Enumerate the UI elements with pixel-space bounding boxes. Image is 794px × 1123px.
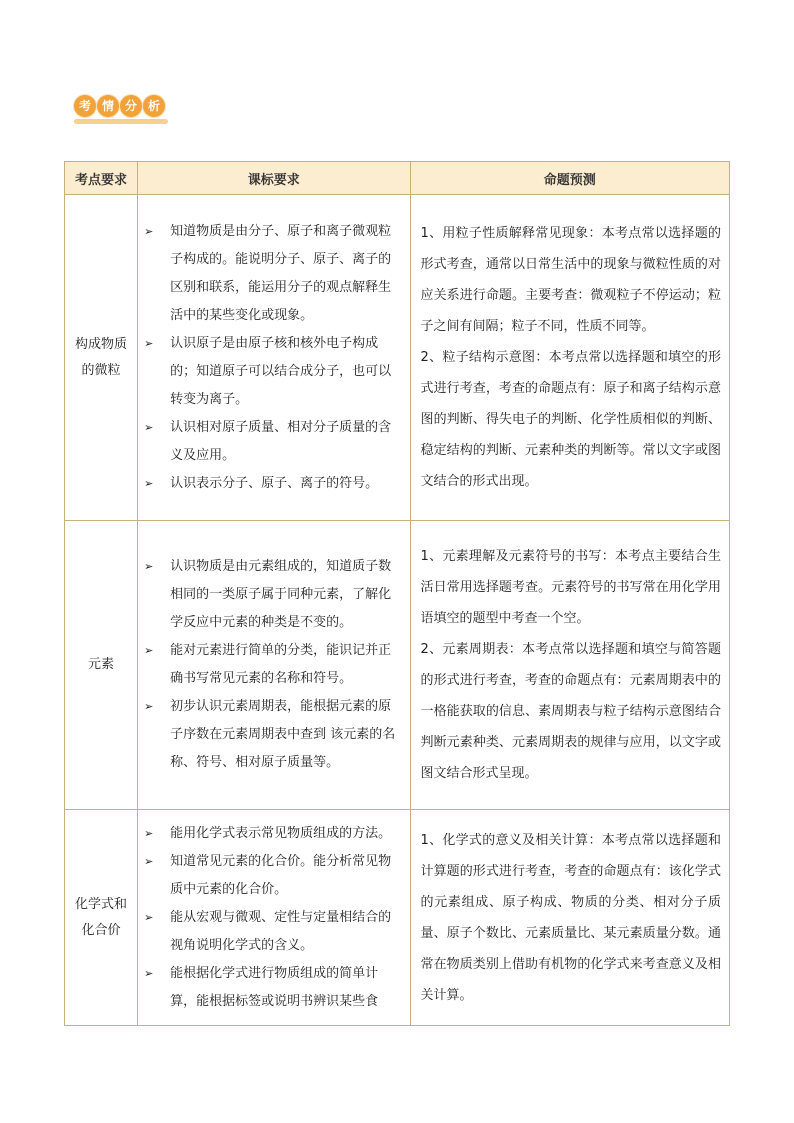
list-item: ➢ 认识原子是由原子核和核外电子构成的；知道原子可以结合成分子，也可以转变为离子。 xyxy=(144,330,401,414)
list-item: ➢ 能对元素进行简单的分类，能识记并正确书写常见元素的名称和符号。 xyxy=(144,637,401,693)
exam-analysis-table xyxy=(64,161,730,1026)
arrow-bullet-icon: ➢ xyxy=(144,336,154,350)
prediction-paragraph: 2、粒子结构示意图：本考点常以选择题和填空的形式进行考查，考查的命题点有：原子和离子结构示意图的判断、得失电子的判断、化学性质相似的判断、稳定结构的判断、元素种类的判断等。常以文字或图文结合的形式出现。 xyxy=(420,350,721,489)
predictions-cell xyxy=(410,195,729,521)
badge-char: 情 xyxy=(97,95,119,117)
table-row xyxy=(65,810,730,1026)
section-badge xyxy=(74,95,170,129)
list-item: ➢ 知道物质是由分子、原子和离子微观粒子构成的。能说明分子、原子、离子的区别和联系，能运用分子的观点解释生活中的某些变化或现象。 xyxy=(144,218,401,330)
list-item: ➢ 认识相对原子质量、相对分子质量的含义及应用。 xyxy=(144,414,401,470)
predictions-cell xyxy=(410,521,729,810)
arrow-bullet-icon: ➢ xyxy=(144,644,154,657)
requirements-cell xyxy=(138,195,410,521)
list-item: ➢ 能从宏观与微观、定性与定量相结合的视角说明化学式的含义。 xyxy=(144,904,401,960)
header-predictions: 命题预测 xyxy=(410,162,729,195)
arrow-bullet-icon: ➢ xyxy=(144,966,154,980)
topic-cell: 构成物质的微粒 xyxy=(65,195,138,521)
list-item: ➢ 知道常见元素的化合价。能分析常见物质中元素的化合价。 xyxy=(144,848,401,904)
predictions-cell xyxy=(410,810,729,1026)
badge-char: 析 xyxy=(143,95,165,117)
list-item: ➢ 初步认识元素周期表，能根据元素的原子序数在元素周期表中查到 该元素的名称、符号、相对原子质量等。 xyxy=(144,693,401,777)
header-topic: 考点要求 xyxy=(65,162,138,195)
table-row xyxy=(65,195,730,521)
topic-cell: 元素 xyxy=(65,521,138,810)
requirements-cell xyxy=(138,810,410,1026)
badge-underline xyxy=(74,119,168,124)
topic-cell: 化学式和化合价 xyxy=(65,810,138,1026)
prediction-paragraph: 2、元素周期表：本考点常以选择题和填空与简答题的形式进行考查，考查的命题点有：元素周期表中的一格能获取的信息、素周期表与粒子结构示意图结合判断元素种类、元素周期表的规律与应用，以文字或图文结合形式呈现。 xyxy=(420,642,721,781)
header-requirements: 课标要求 xyxy=(138,162,410,195)
prediction-paragraph: 1、化学式的意义及相关计算：本考点常以选择题和计算题的形式进行考查，考查的命题点有：该化学式的元素组成、原子构成、物质的分类、相对分子质量、原子个数比、元素质量比、某元素质量分数。通常在物质类别上借助有机物的化学式来考查意义及相关计算。 xyxy=(420,832,721,1003)
prediction-paragraph: 1、元素理解及元素符号的书写：本考点主要结合生活日常用选择题考查。元素符号的书写常在用化学用语填空的题型中考查一个空。 xyxy=(420,549,721,626)
badge-char: 分 xyxy=(120,95,142,117)
list-item: ➢ 能根据化学式进行物质组成的简单计算，能根据标签或说明书辨识某些食 xyxy=(144,960,401,1016)
list-item: ➢ 认识物质是由元素组成的，知道质子数相同的一类原子属于同种元素，了解化学反应中元素的种类是不变的。 xyxy=(144,553,401,637)
arrow-bullet-icon: ➢ xyxy=(144,560,154,573)
badge-circles xyxy=(74,95,165,117)
table-header-row xyxy=(65,162,730,195)
table-row xyxy=(65,521,730,810)
list-item: ➢ 能用化学式表示常见物质组成的方法。 xyxy=(144,820,401,848)
arrow-bullet-icon: ➢ xyxy=(144,476,154,490)
arrow-bullet-icon: ➢ xyxy=(144,224,154,238)
badge-char: 考 xyxy=(74,95,96,117)
prediction-paragraph: 1、用粒子性质解释常见现象：本考点常以选择题的形式考查，通常以日常生活中的现象与微粒性质的对应关系进行命题。主要考查：微观粒子不停运动；粒子之间有间隔；粒子不同，性质不同等。 xyxy=(420,226,721,334)
arrow-bullet-icon: ➢ xyxy=(144,700,154,713)
arrow-bullet-icon: ➢ xyxy=(144,826,154,840)
arrow-bullet-icon: ➢ xyxy=(144,910,154,924)
requirements-cell xyxy=(138,521,410,810)
list-item: ➢ 认识表示分子、原子、离子的符号。 xyxy=(144,470,401,498)
arrow-bullet-icon: ➢ xyxy=(144,420,154,434)
arrow-bullet-icon: ➢ xyxy=(144,854,154,868)
